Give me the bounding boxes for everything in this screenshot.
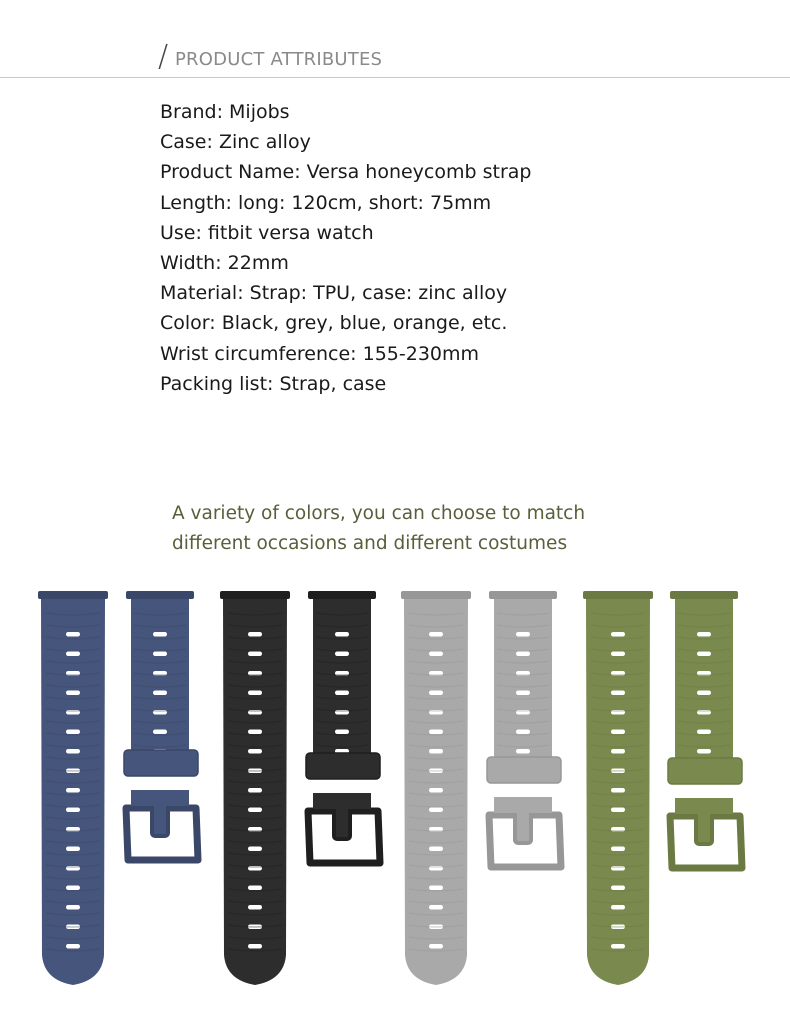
- strap-hole: [516, 691, 530, 696]
- strap-hole: [429, 632, 443, 637]
- strap-hole: [248, 808, 262, 813]
- strap-hole: [248, 749, 262, 754]
- strap-hole: [248, 847, 262, 852]
- long-strap-pin-blue: [38, 591, 108, 599]
- strap-hole: [66, 632, 80, 637]
- strap-hole: [611, 886, 625, 891]
- strap-hole: [429, 847, 443, 852]
- long-strap-pin-grey: [401, 591, 471, 599]
- strap-hole: [429, 808, 443, 813]
- strap-hole: [429, 886, 443, 891]
- strap-hole: [697, 632, 711, 637]
- strap-hole: [429, 788, 443, 793]
- strap-hole: [248, 788, 262, 793]
- strap-hole: [153, 691, 167, 696]
- strap-hole: [66, 788, 80, 793]
- strap-hole: [66, 808, 80, 813]
- strap-hole: [611, 652, 625, 657]
- strap-hole: [611, 808, 625, 813]
- buckle-base-black: [313, 793, 371, 809]
- strap-hole: [697, 749, 711, 754]
- strap-hole: [335, 730, 349, 735]
- strap-keeper-blue: [124, 750, 198, 776]
- strap-hole: [153, 730, 167, 735]
- strap-hole: [429, 730, 443, 735]
- strap-hole: [248, 652, 262, 657]
- short-strap-pin-grey: [489, 591, 557, 599]
- section-header: [0, 40, 790, 80]
- strap-hole: [248, 730, 262, 735]
- strap-hole: [66, 749, 80, 754]
- buckle-base-grey: [494, 797, 552, 813]
- strap-pair-black: [220, 591, 380, 985]
- strap-hole: [66, 730, 80, 735]
- attribute-case: Case: Zinc alloy: [160, 131, 311, 154]
- section-title: PRODUCT ATTRIBUTES: [175, 49, 383, 70]
- strap-hole: [66, 944, 80, 949]
- tagline-line-1: A variety of colors, you can choose to match: [172, 503, 586, 524]
- tagline-line-2: different occasions and different costumes: [172, 533, 568, 554]
- color-tagline: [172, 499, 732, 559]
- header-slash: /: [158, 39, 169, 74]
- long-strap-pin-green: [583, 591, 653, 599]
- attribute-packing-list: Packing list: Strap, case: [160, 372, 387, 395]
- attribute-product-name: Product Name: Versa honeycomb strap: [160, 161, 532, 184]
- strap-hole: [66, 691, 80, 696]
- strap-hole: [611, 847, 625, 852]
- strap-hole: [335, 632, 349, 637]
- attribute-brand: Brand: Mijobs: [160, 101, 290, 123]
- buckle-base-blue: [131, 790, 189, 806]
- strap-keeper-black: [306, 753, 380, 779]
- strap-hole: [611, 730, 625, 735]
- strap-hole: [611, 788, 625, 793]
- strap-hole: [335, 691, 349, 696]
- strap-hole: [611, 691, 625, 696]
- product-attributes-list: [160, 97, 760, 399]
- strap-hole: [516, 652, 530, 657]
- strap-hole: [248, 886, 262, 891]
- strap-hole: [429, 652, 443, 657]
- strap-keeper-grey: [487, 757, 561, 783]
- strap-hole: [429, 749, 443, 754]
- strap-hole: [611, 905, 625, 910]
- strap-hole: [429, 691, 443, 696]
- strap-hole: [697, 730, 711, 735]
- short-strap-pin-black: [308, 591, 376, 599]
- strap-pair-green: [583, 591, 742, 985]
- attribute-use: Use: fitbit versa watch: [160, 221, 374, 244]
- strap-hole: [697, 652, 711, 657]
- strap-hole: [248, 905, 262, 910]
- strap-hole: [611, 749, 625, 754]
- strap-hole: [516, 730, 530, 735]
- long-strap-pin-black: [220, 591, 290, 599]
- buckle-base-green: [675, 798, 733, 814]
- strap-hole: [66, 652, 80, 657]
- strap-hole: [516, 632, 530, 637]
- strap-hole: [153, 652, 167, 657]
- strap-hole: [66, 905, 80, 910]
- short-strap-pin-green: [670, 591, 738, 599]
- strap-hole: [248, 944, 262, 949]
- strap-hole: [335, 652, 349, 657]
- strap-hole: [611, 632, 625, 637]
- strap-hole: [429, 905, 443, 910]
- strap-hole: [697, 691, 711, 696]
- strap-pair-blue: [38, 591, 198, 985]
- strap-keeper-green: [668, 758, 742, 784]
- attribute-material: Material: Strap: TPU, case: zinc alloy: [160, 282, 508, 305]
- strap-hole: [248, 632, 262, 637]
- strap-hole: [66, 847, 80, 852]
- attribute-width: Width: 22mm: [160, 252, 289, 275]
- strap-hole: [153, 632, 167, 637]
- short-strap-pin-blue: [126, 591, 194, 599]
- strap-hole: [611, 944, 625, 949]
- attribute-length: Length: long: 120cm, short: 75mm: [160, 191, 492, 214]
- strap-pair-grey: [401, 591, 561, 985]
- strap-hole: [429, 944, 443, 949]
- strap-hole: [66, 886, 80, 891]
- strap-hole: [516, 749, 530, 754]
- attribute-wrist-circumference: Wrist circumference: 155-230mm: [160, 342, 480, 365]
- header-divider: [0, 77, 790, 78]
- strap-color-variants-image: [0, 585, 790, 1005]
- strap-hole: [248, 691, 262, 696]
- attribute-color: Color: Black, grey, blue, orange, etc.: [160, 312, 508, 335]
